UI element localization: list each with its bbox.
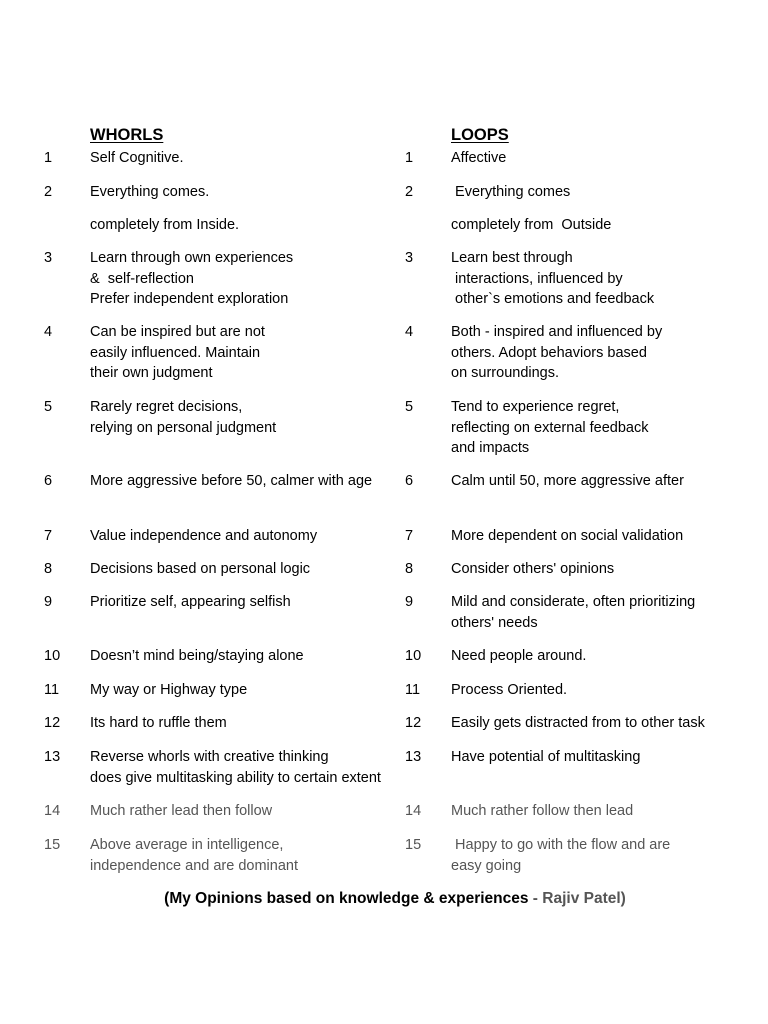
loops-item-number: 12 [405, 715, 422, 731]
loops-item-text [451, 248, 751, 310]
whorls-item-line: Rarely regret decisions, [90, 399, 243, 415]
whorls-item-text [90, 559, 395, 580]
loops-item-line: Much rather follow then lead [451, 803, 634, 819]
footer-dash: - [528, 890, 543, 907]
whorls-item-line: Its hard to ruffle them [90, 715, 227, 731]
whorls-item-text [90, 680, 395, 701]
whorls-item-line: Prefer independent exploration [90, 291, 289, 308]
whorls-item-line: Above average in intelligence, [90, 837, 284, 853]
loops-item-number: 15 [405, 837, 422, 853]
loops-item-text [451, 526, 751, 547]
loops-item-line: Affective [451, 150, 507, 166]
loops-item-line: Both - inspired and influenced by [451, 324, 663, 340]
loops-item-text [451, 592, 751, 633]
loops-item-number: 4 [405, 324, 414, 340]
loops-item-text [451, 397, 751, 459]
whorls-item-number: 10 [44, 648, 61, 664]
loops-item-text [451, 215, 751, 236]
whorls-item-text [90, 397, 395, 438]
whorls-item-line: Everything comes. [90, 184, 210, 200]
loops-item-line: reflecting on external feedback [451, 419, 649, 436]
loops-item-line: Mild and considerate, often prioritizing [451, 594, 696, 610]
loops-item-text [451, 713, 751, 734]
whorls-item-line: completely from Inside. [90, 217, 240, 233]
whorls-item-line: Reverse whorls with creative thinking [90, 749, 329, 765]
whorls-item-number: 4 [44, 324, 53, 340]
loops-item-text [451, 148, 751, 169]
whorls-item-line: independence and are dominant [90, 857, 298, 874]
whorls-item-text [90, 801, 395, 822]
whorls-item-line: their own judgment [90, 365, 213, 382]
whorls-item-text [90, 248, 395, 310]
whorls-item-number: 8 [44, 561, 53, 577]
loops-item-number: 8 [405, 561, 414, 577]
whorls-item-line: Doesn’t mind being/staying alone [90, 648, 304, 664]
whorls-item-number: 9 [44, 594, 53, 610]
loops-item-number: 6 [405, 473, 414, 489]
whorls-item-number: 5 [44, 399, 53, 415]
loops-item-line: Consider others' opinions [451, 561, 615, 577]
loops-item-text [451, 835, 751, 876]
whorls-item-line: & self-reflection [90, 270, 194, 287]
loops-item-text [451, 471, 751, 492]
whorls-item-number: 1 [44, 150, 53, 166]
loops-item-line: Easily gets distracted from to other task [451, 715, 705, 731]
whorls-item-line: Value independence and autonomy [90, 528, 318, 544]
whorls-item-text [90, 471, 395, 492]
loops-item-number: 2 [405, 184, 414, 200]
loops-item-line: others' needs [451, 614, 538, 631]
whorls-item-text [90, 592, 395, 613]
whorls-item-line: Decisions based on personal logic [90, 561, 311, 577]
footer-note [0, 890, 768, 908]
whorls-item-number: 11 [44, 682, 60, 698]
whorls-item-text [90, 322, 395, 384]
loops-item-line: others. Adopt behaviors based [451, 344, 647, 361]
loops-item-text [451, 747, 751, 768]
whorls-item-number: 12 [44, 715, 61, 731]
footer-text: My Opinions based on knowledge & experiences [169, 890, 529, 907]
loops-item-line: Learn best through [451, 250, 573, 266]
whorls-item-number: 3 [44, 250, 53, 266]
loops-item-line: Calm until 50, more aggressive after [451, 473, 684, 489]
loops-item-number: 7 [405, 528, 414, 544]
loops-item-line: Process Oriented. [451, 682, 568, 698]
whorls-item-line: Can be inspired but are not [90, 324, 265, 340]
loops-heading: LOOPS [451, 126, 509, 144]
loops-item-line: Need people around. [451, 648, 587, 664]
whorls-item-line: Learn through own experiences [90, 250, 294, 266]
loops-item-number: 14 [405, 803, 422, 819]
loops-item-line: on surroundings. [451, 365, 560, 382]
loops-item-line: Have potential of multitasking [451, 749, 641, 765]
loops-item-line: interactions, influenced by [451, 270, 623, 287]
whorls-item-line: relying on personal judgment [90, 419, 277, 436]
whorls-item-number: 6 [44, 473, 53, 489]
loops-item-text [451, 801, 751, 822]
loops-item-line: easy going [451, 857, 522, 874]
whorls-item-text [90, 835, 395, 876]
whorls-item-text [90, 526, 395, 547]
loops-item-number: 9 [405, 594, 414, 610]
loops-item-line: Tend to experience regret, [451, 399, 620, 415]
whorls-item-line: My way or Highway type [90, 682, 248, 698]
whorls-item-number: 14 [44, 803, 61, 819]
loops-item-line: Happy to go with the flow and are [451, 837, 671, 853]
loops-item-text [451, 646, 751, 667]
loops-item-text [451, 559, 751, 580]
loops-item-line: More dependent on social validation [451, 528, 684, 544]
loops-item-text [451, 680, 751, 701]
whorls-item-text [90, 713, 395, 734]
whorls-item-text [90, 747, 395, 788]
footer-author: Rajiv Patel [542, 890, 621, 907]
loops-item-number: 13 [405, 749, 422, 765]
loops-item-line: Everything comes [451, 184, 571, 200]
whorls-item-line: does give multitasking ability to certain extent [90, 769, 381, 786]
footer-open-paren: ( [164, 890, 170, 907]
whorls-item-number: 15 [44, 837, 61, 853]
loops-item-text [451, 182, 751, 203]
loops-item-number: 5 [405, 399, 414, 415]
loops-item-number: 10 [405, 648, 422, 664]
loops-item-number: 11 [405, 682, 421, 698]
whorls-item-line: More aggressive before 50, calmer with age [90, 473, 373, 489]
whorls-item-number: 13 [44, 749, 61, 765]
whorls-item-text [90, 148, 395, 169]
loops-item-text [451, 322, 751, 384]
whorls-item-line: Self Cognitive. [90, 150, 184, 166]
loops-item-line: and impacts [451, 440, 530, 457]
loops-item-number: 1 [405, 150, 414, 166]
whorls-heading: WHORLS [90, 126, 164, 144]
whorls-item-line: Much rather lead then follow [90, 803, 273, 819]
whorls-item-number: 2 [44, 184, 53, 200]
loops-item-line: other`s emotions and feedback [451, 291, 655, 308]
whorls-item-line: easily influenced. Maintain [90, 344, 261, 361]
whorls-item-text [90, 646, 395, 667]
whorls-item-text [90, 182, 395, 203]
loops-item-number: 3 [405, 250, 414, 266]
whorls-item-number: 7 [44, 528, 53, 544]
whorls-item-text [90, 215, 395, 236]
footer-close-paren: ) [620, 890, 626, 907]
whorls-item-line: Prioritize self, appearing selfish [90, 594, 291, 610]
loops-item-line: completely from Outside [451, 217, 612, 233]
